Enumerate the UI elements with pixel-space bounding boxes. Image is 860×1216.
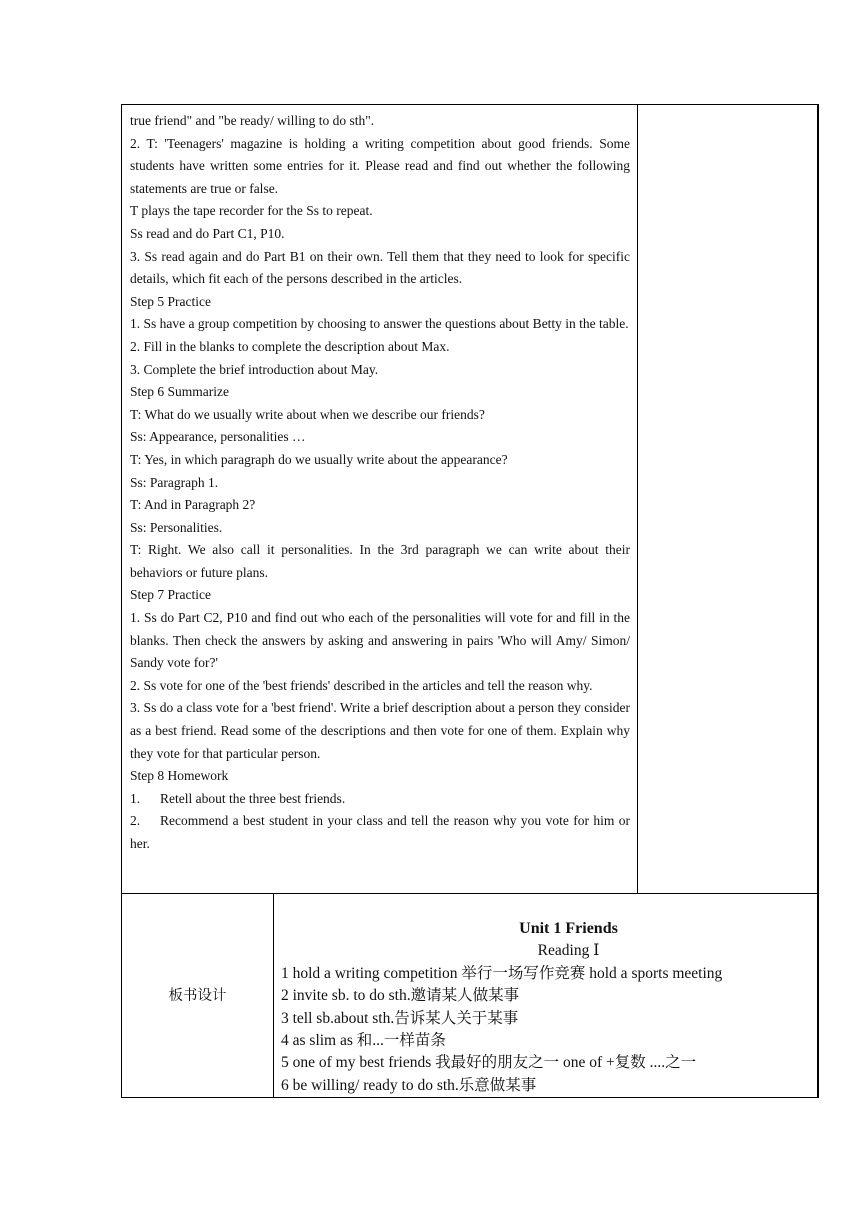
phrase-line: 4 as slim as 和...一样苗条 bbox=[281, 1032, 446, 1050]
phrase-line: 6 be willing/ ready to do sth.乐意做某事 bbox=[281, 1076, 537, 1094]
step-heading: Step 5 Practice bbox=[130, 293, 211, 309]
phrase-line: 5 one of my best friends 我最好的朋友之一 one of +复数 ....之一 bbox=[281, 1054, 697, 1072]
unit-title: Unit 1 Friends bbox=[519, 920, 618, 937]
procedure-line: true friend" and "be ready/ willing to do sth". bbox=[130, 113, 375, 128]
step-heading: Step 8 Homework bbox=[130, 768, 229, 784]
dialogue-line: T: What do we usually write about when we describe our friends? bbox=[130, 406, 485, 422]
dialogue-line: Ss: Personalities. bbox=[130, 519, 223, 535]
homework-item bbox=[130, 788, 630, 811]
table-column-divider bbox=[637, 105, 638, 893]
dialogue-line: T: Right. We also call it personalities. In the 3rd paragraph we can write about their behaviors or future plans. bbox=[130, 542, 630, 580]
dialogue-line: T: Yes, in which paragraph do we usually write about the appearance? bbox=[130, 451, 508, 467]
procedure-line: 1. Ss have a group competition by choosing to answer the questions about Betty in the table. bbox=[130, 316, 629, 332]
homework-number: 1. bbox=[130, 790, 141, 806]
dialogue-line: T: And in Paragraph 2? bbox=[130, 497, 256, 513]
homework-text: Retell about the three best friends. bbox=[160, 790, 346, 806]
step-heading: Step 6 Summarize bbox=[130, 384, 229, 400]
blackboard-design-label: 板书设计 bbox=[168, 988, 227, 1004]
homework-text: Recommend a best student in your class and tell the reason why you vote for him or her. bbox=[130, 813, 630, 851]
procedure-line: 3. Complete the brief introduction about May. bbox=[130, 361, 379, 377]
teaching-procedure bbox=[130, 110, 630, 856]
procedure-line: 3. Ss read again and do Part B1 on their own. Tell them that they need to look for specific details, which fit each of the persons described in the articles. bbox=[130, 248, 630, 287]
homework-number: 2. bbox=[130, 813, 141, 829]
procedure-line: Ss read and do Part C1, P10. bbox=[130, 225, 285, 241]
phrase-line: 2 invite sb. to do sth.邀请某人做某事 bbox=[281, 987, 520, 1005]
dialogue-line: Ss: Paragraph 1. bbox=[130, 474, 219, 490]
procedure-table bbox=[121, 104, 819, 893]
blackboard-content bbox=[281, 918, 816, 1097]
step-heading: Step 7 Practice bbox=[130, 587, 211, 603]
procedure-line: 2. Fill in the blanks to complete the description about Max. bbox=[130, 338, 450, 354]
homework-item bbox=[130, 810, 630, 855]
procedure-line: T plays the tape recorder for the Ss to repeat. bbox=[130, 203, 373, 219]
phrase-line: 3 tell sb.about sth.告诉某人关于某事 bbox=[281, 1009, 519, 1027]
dialogue-line: Ss: Appearance, personalities … bbox=[130, 429, 306, 445]
procedure-line: 1. Ss do Part C2, P10 and find out who each of the personalities will vote for and fill in the blanks. Then check the answers by asking and answering in pairs 'Who will Amy/ Simon/ Sandy vote for?' bbox=[130, 610, 630, 671]
lesson-subtitle: Reading Ⅰ bbox=[537, 942, 600, 960]
procedure-line: 2. Ss vote for one of the 'best friends' described in the articles and tell the reason why. bbox=[130, 677, 593, 693]
table-column-divider bbox=[273, 894, 274, 1097]
phrase-line: 1 hold a writing competition 举行一场写作竞赛 hold a sports meeting bbox=[281, 964, 723, 982]
procedure-line: 2. T: 'Teenagers' magazine is holding a writing competition about good friends. Some students have written some entries for it. Please read and find out whether the following statements are true or false. bbox=[130, 135, 630, 196]
procedure-line: 3. Ss do a class vote for a 'best friend'. Write a brief description about a person they consider as a best friend. Read some of the descriptions and then vote for one of them. Explain why they vote for that particular person. bbox=[130, 700, 630, 761]
blackboard-design-row bbox=[121, 893, 819, 1098]
